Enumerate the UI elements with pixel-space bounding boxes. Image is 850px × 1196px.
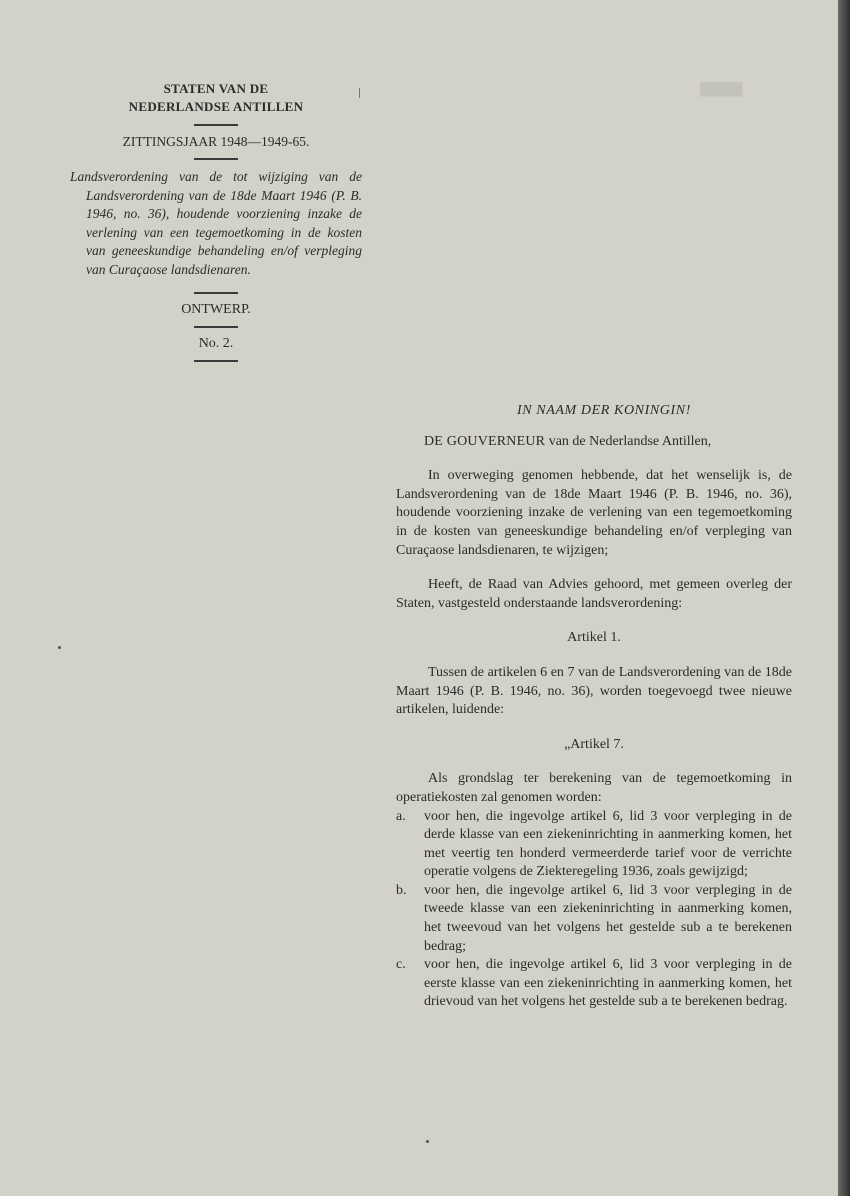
session-year: ZITTINGSJAAR 1948—1949-65. (122, 134, 310, 149)
document-number: No. 2. (198, 335, 234, 351)
divider (194, 292, 238, 294)
article-7-intro: Als grondslag ter berekening van de tegemoetkoming in operatiekosten zal genomen worden: (396, 771, 792, 805)
paper-speck (58, 646, 61, 649)
list-item-text: voor hen, die ingevolge artikel 6, lid 3 voor verpleging in de tweede klasse van een ziekeninrichting in aanmerking komen, het tweevoud van het volgens het gestelde sub a te berekenen bedrag; (424, 882, 792, 954)
list-item (396, 882, 792, 956)
document-type: ONTWERP. (181, 301, 251, 317)
ordinance-body (396, 402, 792, 1012)
list-item (396, 956, 792, 1012)
list-item-label: b. (396, 882, 407, 898)
list-item-text: voor hen, die ingevolge artikel 6, lid 3 voor verpleging in de derde klasse van een ziekeninrichting in aanmerking komen, het met veertig ten honderd vermeerderde tarief voor de verrichte operatie volgens de Ziekteregeling 1936, zoals gewijzigd; (424, 808, 792, 880)
list-item-text: voor hen, die ingevolge artikel 6, lid 3 voor verpleging in de eerste klasse van een ziekeninrichting in aanmerking komen, het drievoud van het volgens het gestelde sub a te berekenen bedrag. (424, 957, 792, 1010)
divider (194, 360, 238, 362)
article-1-heading: Artikel 1. (567, 630, 621, 646)
preamble: In overweging genomen hebbende, dat het wenselijk is, de Landsverordening van de 18de Maart 1946 (P. B. 1946, no. 36), houdende voorziening inzake de verlening van een tegemoetkoming in de kosten van geneeskundige behandeling en/of verpleging van Curaçaose landsdienaren, te wijzigen; (396, 468, 792, 558)
institution-title-line2: NEDERLANDSE ANTILLEN (128, 99, 304, 114)
ordinance-description: Landsverordening van de tot wijziging van de Landsverordening van de 18de Maart 1946 (P. B. 1946, no. 36), houdende voorziening inzake de verlening van een tegemoetkoming in de kosten van geneeskundige behandeling en/of verpleging van Curaçaose landsdienaren. (70, 169, 362, 277)
header-block (70, 80, 362, 370)
list-item (396, 808, 792, 882)
list-item-label: a. (396, 808, 406, 824)
governor-title: DE GOUVERNEUR (424, 433, 546, 449)
enactment-clause: Heeft, de Raad van Advies gehoord, met gemeen overleg der Staten, vastgesteld onderstaande landsverordening: (396, 577, 792, 611)
governor-rest: van de Nederlandse Antillen, (545, 433, 712, 449)
paper-speck (426, 1140, 429, 1143)
article-1-text: Tussen de artikelen 6 en 7 van de Landsverordening van de 18de Maart 1946 (P. B. 1946, no. 36), worden toegevoegd twee nieuwe artikelen, luidende: (396, 664, 792, 718)
article-7-list (396, 808, 792, 1013)
divider (194, 124, 238, 126)
list-item-label: c. (396, 957, 406, 973)
institution-title-line1: STATEN VAN DE (163, 81, 269, 96)
divider (194, 326, 238, 328)
divider (194, 158, 238, 160)
bleed-through-mark: █████ (700, 82, 743, 96)
page-edge-shadow (838, 0, 850, 1196)
article-7-heading: „Artikel 7. (564, 736, 624, 752)
invocation: IN NAAM DER KONINGIN! (517, 403, 691, 418)
governor-line (424, 433, 792, 452)
